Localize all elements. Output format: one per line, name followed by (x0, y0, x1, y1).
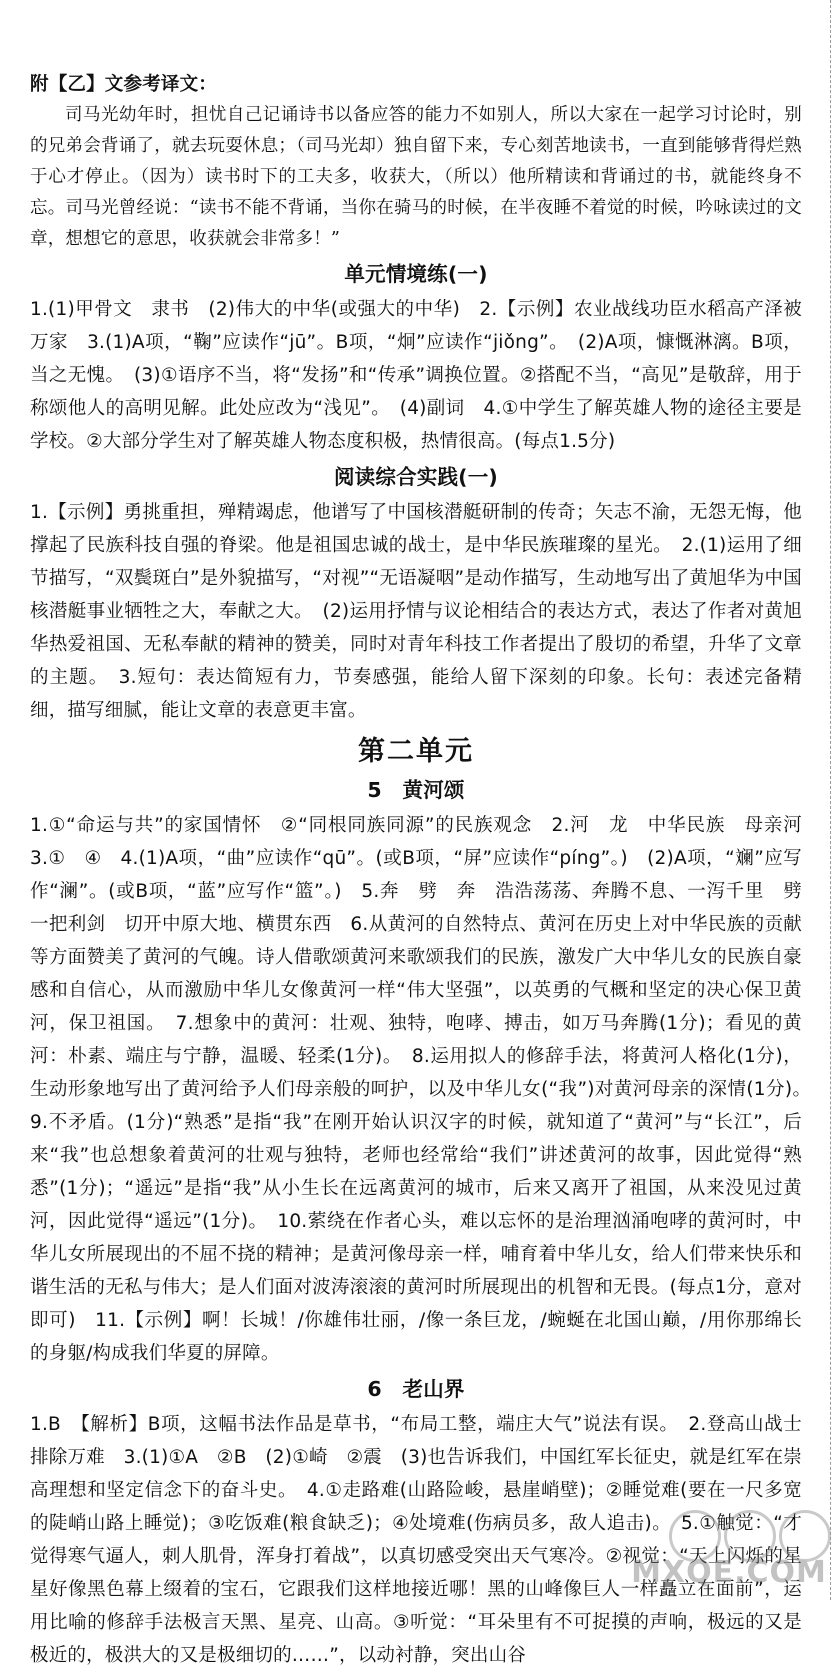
lesson-title-5: 5 黄河颂 (367, 778, 465, 802)
lesson-title-6: 6 老山界 (367, 1377, 465, 1401)
watermark-logo (629, 1510, 829, 1590)
section-title-unit-practice: 单元情境练(一) (344, 262, 488, 286)
answer-page (30, 70, 821, 1672)
section-answers-unit-practice: 1.(1)甲骨文 隶书 (2)伟大的中华(或强大的中华) 2.【示例】农业战线功臣水稻高产泽被万家 3.(1)A项，“鞠”应读作“jū”。B项，“炯”应读作“jiǒng”。 (2)A项，慷慨淋漓。B项，当之无愧。 (3)①语序不当，将“发扬”和“传承”调换位置。②搭配不当，“高见”是敬辞，用于称颂他人的高明见解。此处应改为“浅见”。 (4)副词 4.①中学生了解英雄人物的途径主要是学校。②大部分学生对了解英雄人物态度积极，热情很高。(每点1.5分) (30, 299, 802, 452)
lesson-answers-6: 1.B 【解析】B项，这幅书法作品是草书，“布局工整，端庄大气”说法有误。 2.登高山战士排除万难 3.(1)①A ②B (2)①崎 ②震 (3)也告诉我们，中国红军长征史，就是红军在崇高理想和坚定信念下的奋斗史。 4.①走路难(山路险峻，悬崖峭壁)；②睡觉难(要在一尺多宽的陡峭山路上睡觉)；③吃饭难(粮食缺乏)；④处境难(伤病员多，敌人追击)。 5.①触觉：“才觉得寒气逼人，刺人肌骨，浑身打着战”，以真切感受突出天气寒冷。②视觉：“天上闪烁的星星好像黑色幕上缀着的宝石，它跟我们这样地接近哪！黑的山峰像巨人一样矗立在面前”，运用比喻的修辞手法极言天黑、星亮、山高。③听觉：“耳朵里有不可捉摸的声响，极远的又是极近的，极洪大的又是极细切的……”，以动衬静，突出山谷 (30, 1414, 802, 1666)
appendix-title: 附【乙】文参考译文： (30, 74, 218, 95)
unit-title: 第二单元 (358, 736, 474, 767)
section-title-reading-practice: 阅读综合实践(一) (333, 465, 499, 489)
appendix-translation: 司马光幼年时，担忧自己记诵诗书以备应答的能力不如别人，所以大家在一起学习讨论时，别的兄弟会背诵了，就去玩耍休息；（司马光却）独自留下来，专心刻苦地读书，一直到能够背得烂熟于心才停止。（因为）读书时下的工夫多，收获大，（所以）他所精读和背诵过的书，就能终身不忘。司马光曾经说：“读书不能不背诵，当你在骑马的时候，在半夜睡不着觉的时候，吟咏读过的文章，想想它的意思，收获就会非常多！” (30, 105, 802, 249)
page-edge-line (830, 0, 831, 1600)
section-answers-reading-practice: 1.【示例】勇挑重担，殚精竭虑，他谱写了中国核潜艇研制的传奇；矢志不渝，无怨无悔，他撑起了民族科技自强的脊梁。他是祖国忠诚的战士，是中华民族璀璨的星光。 2.(1)运用了细节描写，“双鬓斑白”是外貌描写，“对视”“无语凝咽”是动作描写，生动地写出了黄旭华为中国核潜艇事业牺牲之大，奉献之大。 (2)运用抒情与议论相结合的表达方式，表达了作者对黄旭华热爱祖国、无私奉献的精神的赞美，同时对青年科技工作者提出了殷切的希望，升华了文章的主题。 3.短句：表达简短有力，节奏感强，能给人留下深刻的印象。长句：表述完备精细，描写细腻，能让文章的表意更丰富。 (30, 502, 802, 721)
watermark-text: MXQE.COM (631, 1555, 827, 1590)
lesson-answers-5: 1.①“命运与共”的家国情怀 ②“同根同族同源”的民族观念 2.河 龙 中华民族 母亲河 3.① ④ 4.(1)A项，“曲”应读作“qū”。(或B项，“屏”应读作“píng”。) (2)A项，“斓”应写作“澜”。(或B项，“蓝”应写作“篮”。) 5.奔 劈 奔 浩浩荡荡、奔腾不息、一泻千里 劈 一把利剑 切开中原大地、横贯东西 6.从黄河的自然特点、黄河在历史上对中华民族的贡献等方面赞美了黄河的气魄。诗人借歌颂黄河来歌颂我们的民族，激发广大中华儿女的民族自豪感和自信心，从而激励中华儿女像黄河一样“伟大坚强”，以英勇的气概和坚定的决心保卫黄河，保卫祖国。 7.想象中的黄河：壮观、独特，咆哮、搏击，如万马奔腾(1分)；看见的黄河：朴素、端庄与宁静，温暖、轻柔(1分)。 8.运用拟人的修辞手法，将黄河人格化(1分)，生动形象地写出了黄河给予人们母亲般的呵护，以及中华儿女(“我”)对黄河母亲的深情(1分)。 9.不矛盾。(1分)“熟悉”是指“我”在刚开始认识汉字的时候，就知道了“黄河”与“长江”，后来“我”也总想象着黄河的壮观与独特，老师也经常给“我们”讲述黄河的故事，因此觉得“熟悉”(1分)；“遥远”是指“我”从小生长在远离黄河的城市，后来又离开了祖国，从来没见过黄河，因此觉得“遥远”(1分)。 10.萦绕在作者心头，难以忘怀的是治理汹涌咆哮的黄河时，中华儿女所展现出的不屈不挠的精神；是黄河像母亲一样，哺育着中华儿女，给人们带来快乐和谐生活的无私与伟大；是人们面对波涛滚滚的黄河时所展现出的机智和无畏。(每点1分，意对即可) 11.【示例】啊！长城！/你雄伟壮丽，/像一条巨龙，/蜿蜒在北国山巅，/用你那绵长的身躯/构成我们华夏的屏障。 (30, 815, 821, 1364)
